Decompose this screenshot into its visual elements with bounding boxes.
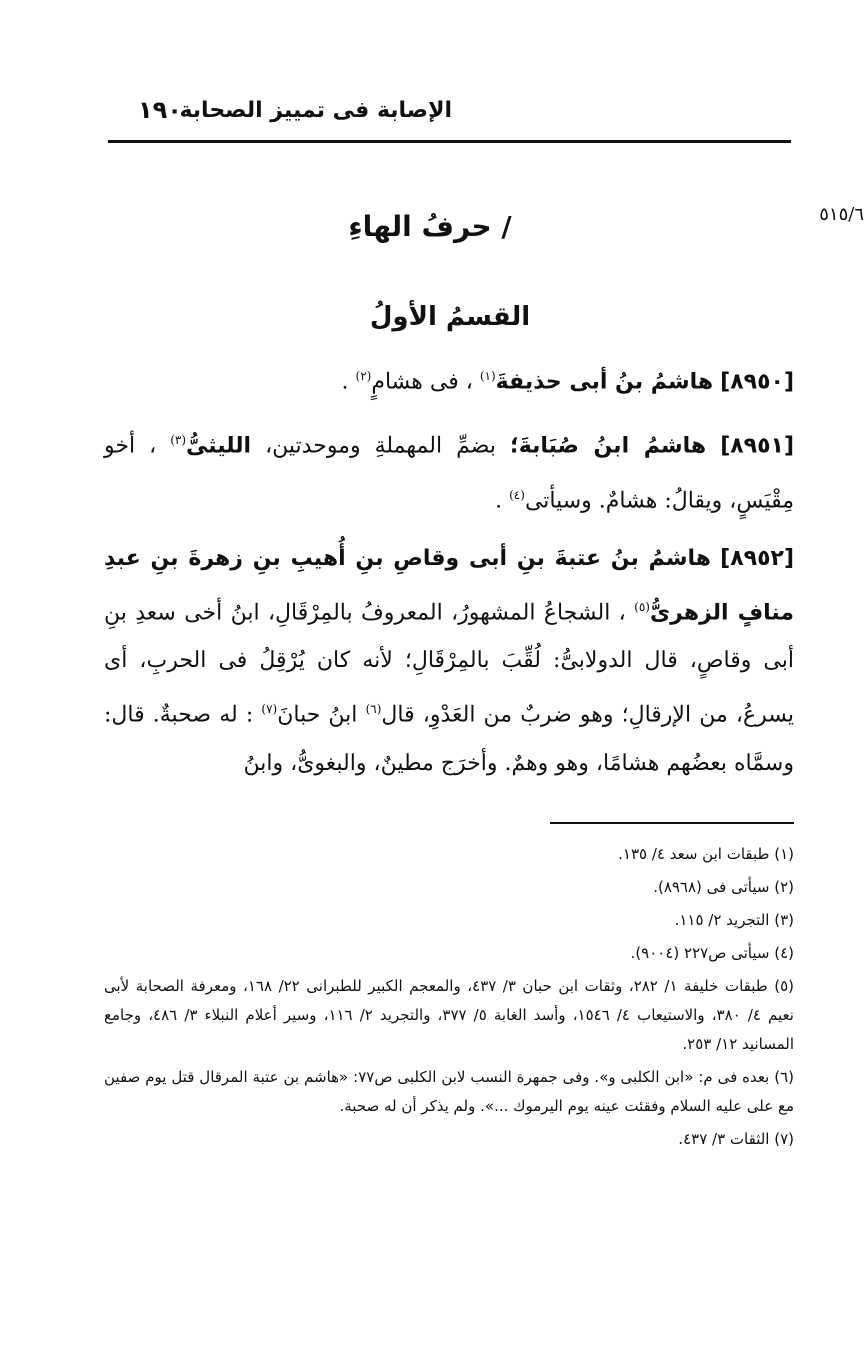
footnote-marker: (٤) xyxy=(509,487,525,502)
margin-reference: ٥١٥/٦ xyxy=(819,204,864,225)
entry-tail: . xyxy=(495,487,503,513)
page-number: ١٩٠ xyxy=(138,96,182,124)
entry-text-final: : له صحبةٌ. قال: وسمَّاه بعضُهم هشامًا، وهو وهمٌ. وأخرَج مطينٌ، والبغوىُّ، وابنُ xyxy=(104,702,794,776)
footnotes xyxy=(104,840,794,1158)
header-rule xyxy=(108,140,791,143)
footnote: (٤) سيأتى ص٢٢٧ (٩٠٠٤). xyxy=(630,944,794,962)
footnote: (٥) طبقات خليفة ١/ ٢٨٢، وثقات ابن حبان ٣/ ٤٣٧، والمعجم الكبير للطبرانى ٢٢/ ١٦٨، ومعرفة الصحابة لأبى نعيم ٤/ ٣٨٠، والاستيعاب ٤/ ١٥٤٦، وأسد الغابة ٥/ ٣٧٧، والتجريد ٢/ ١١٦، وسير أعلام النبلاء ٣/ ٤٨٦، وجامع المسانيد ١٢/ ٢٥٣. xyxy=(104,977,794,1053)
book-title: الإصابة فى تمييز الصحابة xyxy=(179,98,452,123)
footnote: (٧) الثقات ٣/ ٤٣٧. xyxy=(678,1130,794,1148)
footnote-marker: (٢) xyxy=(355,369,372,383)
entry-number: [٨٩٥١] xyxy=(720,433,795,459)
entry-text-continued: ، أخو مِقْيَسٍ، ويقالُ: هشامٌ. وسيأتى xyxy=(104,433,794,513)
footnote-marker: (١) xyxy=(479,369,496,383)
entry-nisba: الليثىُّ xyxy=(186,433,252,459)
entry-text: ، فى هشامٍ xyxy=(371,369,473,395)
entry-text: ، الشجاعُ المشهورُ، المعروفُ بالمِرْقَالِ، ابنُ أخى سعدِ بنِ أبى وقاصٍ، قال الدولابىُّ: لُقِّبَ بالمِرْقَالِ؛ لأنه كان يُرْقِلُ فى الحربِ، أى يسرعُ، من الإرقالِ؛ وهو ضربٌ من العَدْوِ، قال xyxy=(104,600,794,728)
entry-number: [٨٩٥٢] xyxy=(720,545,794,571)
footnote-marker: (٣) xyxy=(170,433,187,448)
entry-text-continued: ابنُ حبانَ xyxy=(277,702,358,728)
section-title: القسمُ الأولُ xyxy=(369,302,531,332)
entry-name: هاشمُ ابنُ صُبَابةَ؛ xyxy=(509,433,707,459)
entry-tail: . xyxy=(341,369,349,395)
entry-name: هاشمُ بنُ عتبةَ بنِ أبى وقاصِ بنِ أُهيبِ بنِ زهرةَ بنِ عبدِ منافٍ الزهرىُّ xyxy=(104,545,795,626)
footnote: (٣) التجريد ٢/ ١١٥. xyxy=(674,911,794,929)
entry-name: هاشمُ بنُ أبى حذيفةَ xyxy=(495,369,714,395)
footnote-marker: (٥) xyxy=(634,599,650,614)
chapter-title: / حرفُ الهاءِ xyxy=(348,210,512,243)
footnote: (٦) بعده فى م: «ابن الكلبى و». وفى جمهرة النسب لابن الكلبى ص٧٧: «هاشم بن عتبة المرقال قتل يوم صفين مع على عليه السلام وفقئت عينه يوم اليرموك ...». ولم يذكر أن له صحبة. xyxy=(104,1068,795,1115)
footnote: (٢) سيأتى فى (٨٩٦٨). xyxy=(653,878,794,896)
entry-text: بضمِّ المهملةِ وموحدتين، xyxy=(265,433,496,459)
main-text xyxy=(104,352,794,798)
entry-number: [٨٩٥٠] xyxy=(720,369,794,395)
running-header xyxy=(108,96,792,130)
entry-8951 xyxy=(104,416,794,525)
footnote-marker: (٧) xyxy=(261,702,278,717)
footnote-marker: (٦) xyxy=(365,702,382,717)
entry-8952 xyxy=(104,535,794,788)
entry-8950 xyxy=(104,352,794,406)
footnote: (١) طبقات ابن سعد ٤/ ١٣٥. xyxy=(618,845,794,863)
footnote-rule xyxy=(550,822,794,824)
